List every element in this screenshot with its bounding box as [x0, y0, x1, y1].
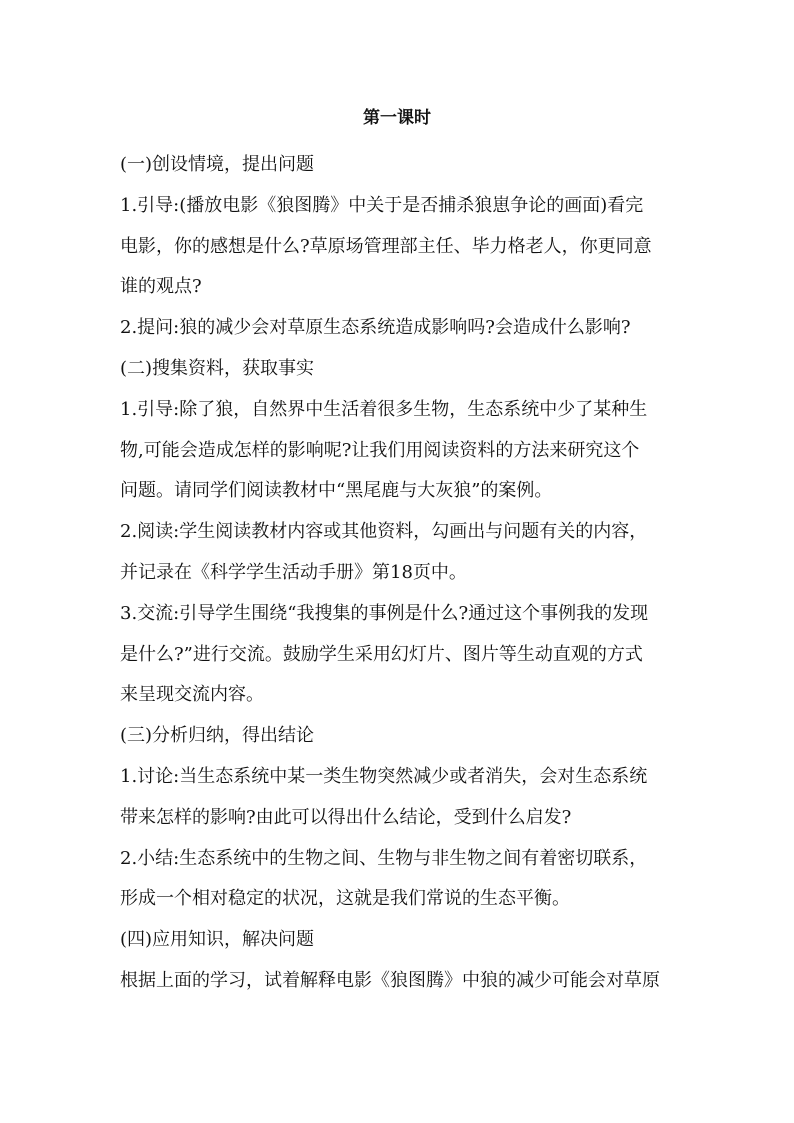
paragraph-line: 电影，你的感想是什么?草原场管理部主任、毕力格老人，你更同意 [120, 235, 652, 257]
paragraph-line: 2.提问:狼的减少会对草原生态系统造成影响吗?会造成什么影响? [120, 317, 631, 339]
paragraph-line: 1.引导:除了狼，自然界中生活着很多生物，生态系统中少了某种生 [120, 398, 648, 420]
section-heading: (一)创设情境，提出问题 [120, 154, 315, 175]
paragraph-line: 形成一个相对稳定的状况，这就是我们常说的生态平衡。 [120, 888, 570, 910]
paragraph-line: 是什么?”进行交流。鼓励学生采用幻灯片、图片等生动直观的方式 [120, 643, 643, 665]
document-body [120, 145, 680, 1002]
paragraph-line: 来呈现交流内容。 [120, 684, 264, 706]
paragraph-line: 1.讨论:当生态系统中某一类生物突然减少或者消失，会对生态系统 [120, 765, 648, 787]
section-heading: (三)分析归纳，得出结论 [120, 725, 315, 747]
paragraph-line: 并记录在《科学学生活动手册》第18页中。 [120, 561, 467, 583]
paragraph-line: 根据上面的学习，试着解释电影《狼图腾》中狼的减少可能会对草原 [120, 969, 660, 991]
section-heading: (四)应用知识，解决问题 [120, 929, 315, 951]
paragraph-line: 谁的观点? [120, 276, 202, 298]
paragraph-line: 问题。请同学们阅读教材中“黑尾鹿与大灰狼”的案例。 [120, 480, 553, 502]
paragraph-line: 2.小结:生态系统中的生物之间、生物与非生物之间有着密切联系， [120, 847, 648, 869]
page-title: 第一课时 [363, 108, 431, 128]
paragraph-line: 2.阅读:学生阅读教材内容或其他资料，勾画出与问题有关的内容， [120, 521, 648, 543]
paragraph-line: 带来怎样的影响?由此可以得出什么结论，受到什么启发? [120, 806, 572, 828]
paragraph-line: 物,可能会造成怎样的影响呢?让我们用阅读资料的方法来研究这个 [120, 439, 640, 461]
paragraph-line: 3.交流:引导学生围绕“我搜集的事例是什么?通过这个事例我的发现 [120, 602, 649, 624]
paragraph-line: 1.引导:(播放电影《狼图腾》中关于是否捕杀狼崽争论的画面)看完 [120, 194, 644, 216]
section-heading: (二)搜集资料，获取事实 [120, 357, 315, 379]
